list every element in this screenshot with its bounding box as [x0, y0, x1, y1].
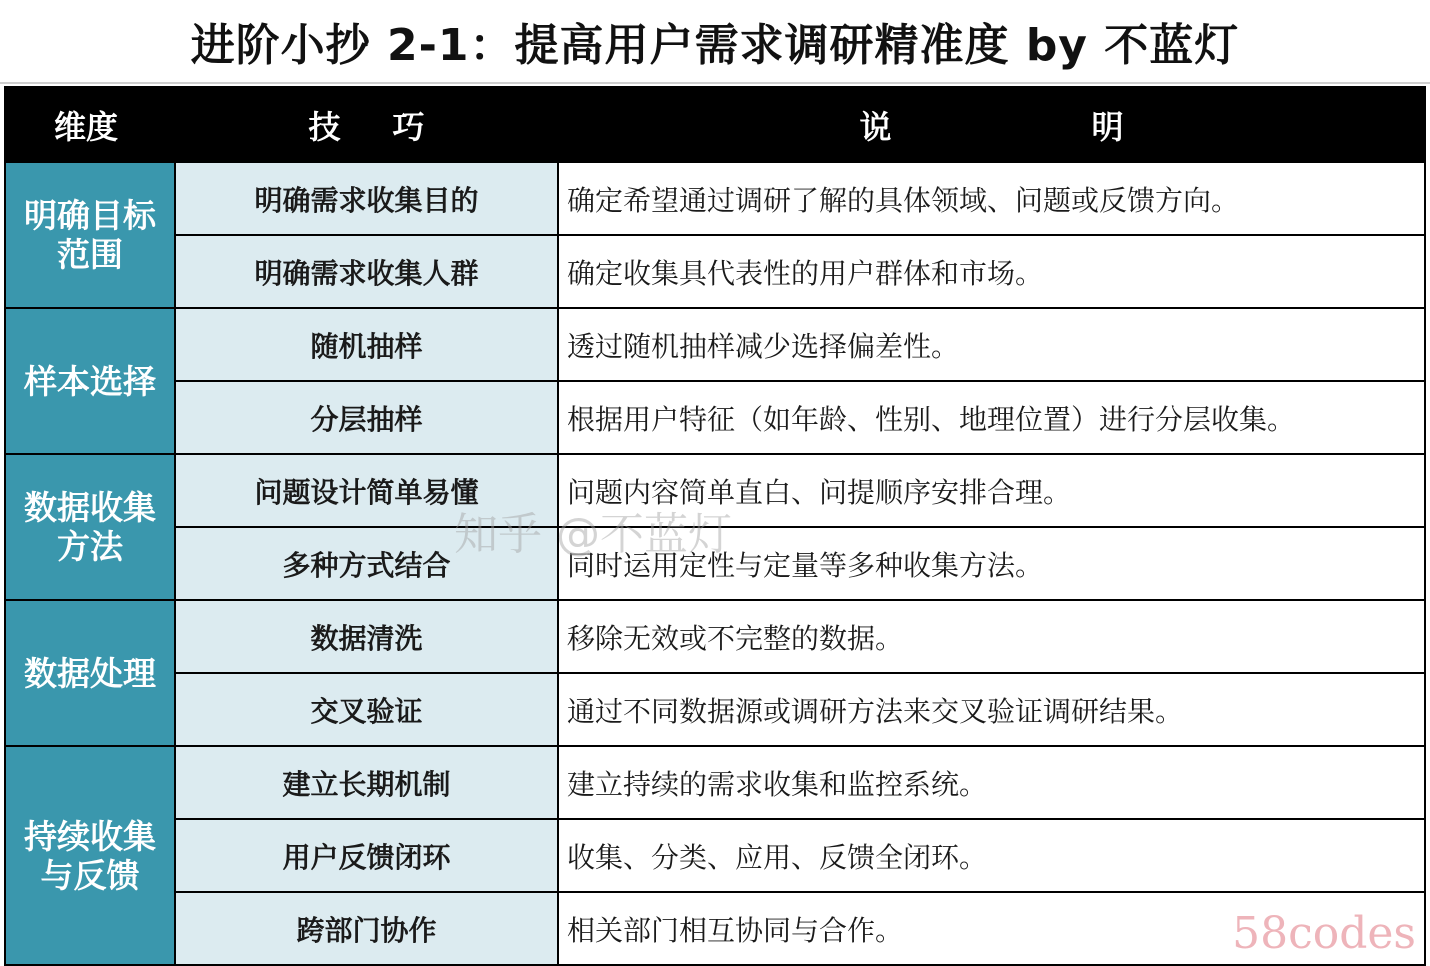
technique-cell: 多种方式结合	[175, 527, 558, 600]
table-row	[5, 527, 1425, 600]
technique-cell: 用户反馈闭环	[175, 819, 558, 892]
header-description: 说明	[558, 87, 1425, 162]
technique-cell: 交叉验证	[175, 673, 558, 746]
technique-cell: 数据清洗	[175, 600, 558, 673]
technique-cell: 分层抽样	[175, 381, 558, 454]
table-header-row	[5, 87, 1425, 162]
technique-cell: 跨部门协作	[175, 892, 558, 965]
technique-cell: 问题设计简单易懂	[175, 454, 558, 527]
table-row	[5, 673, 1425, 746]
table-row	[5, 892, 1425, 965]
table-row	[5, 454, 1425, 527]
table-row	[5, 162, 1425, 235]
watermark-zhihu: 知乎 @不蓝灯	[454, 509, 732, 560]
table-row	[5, 308, 1425, 381]
technique-cell: 随机抽样	[175, 308, 558, 381]
dimension-cell: 数据收集方法	[5, 454, 175, 600]
header-technique: 技巧	[175, 87, 558, 162]
dimension-cell: 持续收集与反馈	[5, 746, 175, 965]
description-cell: 建立持续的需求收集和监控系统。	[558, 746, 1425, 819]
description-cell: 根据用户特征（如年龄、性别、地理位置）进行分层收集。	[558, 381, 1425, 454]
technique-cell: 明确需求收集目的	[175, 162, 558, 235]
table-row	[5, 746, 1425, 819]
description-cell: 确定收集具代表性的用户群体和市场。	[558, 235, 1425, 308]
table-row	[5, 600, 1425, 673]
description-cell: 通过不同数据源或调研方法来交叉验证调研结果。	[558, 673, 1425, 746]
technique-cell: 建立长期机制	[175, 746, 558, 819]
description-cell: 同时运用定性与定量等多种收集方法。	[558, 527, 1425, 600]
description-cell: 确定希望通过调研了解的具体领域、问题或反馈方向。	[558, 162, 1425, 235]
dimension-cell: 明确目标范围	[5, 162, 175, 308]
tips-table	[4, 86, 1426, 966]
technique-cell: 明确需求收集人群	[175, 235, 558, 308]
table-row	[5, 819, 1425, 892]
description-cell: 相关部门相互协同与合作。	[558, 892, 1425, 965]
table-row	[5, 235, 1425, 308]
table-body	[5, 162, 1425, 965]
description-cell: 移除无效或不完整的数据。	[558, 600, 1425, 673]
description-cell: 透过随机抽样减少选择偏差性。	[558, 308, 1425, 381]
description-cell: 收集、分类、应用、反馈全闭环。	[558, 819, 1425, 892]
dimension-cell: 数据处理	[5, 600, 175, 746]
header-dimension: 维度	[5, 87, 175, 162]
dimension-cell: 样本选择	[5, 308, 175, 454]
page-title: 进阶小抄 2-1：提高用户需求调研精准度 by 不蓝灯	[0, 0, 1430, 84]
table-row	[5, 381, 1425, 454]
watermark-58codes: 58codes	[1232, 908, 1416, 959]
description-cell: 问题内容简单直白、问提顺序安排合理。	[558, 454, 1425, 527]
